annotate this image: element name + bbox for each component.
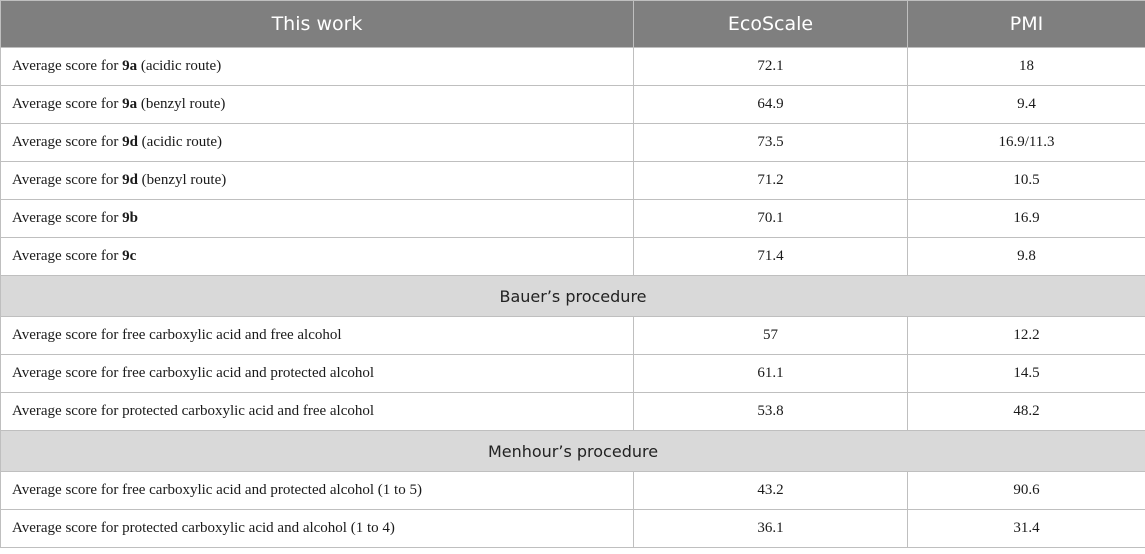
pmi-value: 90.6 xyxy=(908,472,1145,510)
ecoscale-value: 61.1 xyxy=(634,355,908,393)
label-text: Average score for xyxy=(12,210,123,226)
compound-id: 9a xyxy=(122,58,138,74)
header-pmi: PMI xyxy=(908,1,1145,48)
table-row xyxy=(1,124,1145,162)
table-row xyxy=(1,162,1145,200)
row-label: Average score for free carboxylic acid and free alcohol xyxy=(1,317,634,355)
table-row xyxy=(1,238,1145,276)
label-text: Average score for xyxy=(12,248,123,264)
ecoscale-value: 73.5 xyxy=(634,124,908,162)
pmi-value: 14.5 xyxy=(908,355,1145,393)
pmi-value: 18 xyxy=(908,48,1145,86)
row-label: Average score for protected carboxylic acid and alcohol (1 to 4) xyxy=(1,510,634,548)
label-text: Average score for xyxy=(12,172,123,188)
label-text: Average score for xyxy=(12,134,123,150)
pmi-value: 48.2 xyxy=(908,393,1145,431)
table-row xyxy=(1,200,1145,238)
compound-id: 9a xyxy=(122,96,138,112)
row-label: Average score for protected carboxylic acid and free alcohol xyxy=(1,393,634,431)
table-row xyxy=(1,48,1145,86)
table-row xyxy=(1,472,1145,510)
pmi-value: 9.4 xyxy=(908,86,1145,124)
row-label xyxy=(1,200,634,238)
row-label xyxy=(1,162,634,200)
pmi-value: 16.9 xyxy=(908,200,1145,238)
table-row xyxy=(1,393,1145,431)
ecoscale-value: 53.8 xyxy=(634,393,908,431)
compound-id: 9d xyxy=(122,172,138,188)
route-text: (benzyl route) xyxy=(137,172,227,188)
row-label: Average score for free carboxylic acid and protected alcohol (1 to 5) xyxy=(1,472,634,510)
pmi-value: 31.4 xyxy=(908,510,1145,548)
table-row xyxy=(1,355,1145,393)
compound-id: 9c xyxy=(122,248,137,264)
ecoscale-value: 43.2 xyxy=(634,472,908,510)
section-row-bauer xyxy=(1,276,1145,317)
route-text: (benzyl route) xyxy=(137,96,226,112)
section-title-menhour: Menhour’s procedure xyxy=(1,431,1145,472)
label-text: Average score for xyxy=(12,58,123,74)
pmi-value: 12.2 xyxy=(908,317,1145,355)
compound-id: 9d xyxy=(122,134,138,150)
header-ecoscale: EcoScale xyxy=(634,1,908,48)
header-row xyxy=(1,1,1145,48)
ecoscale-value: 71.2 xyxy=(634,162,908,200)
section-row-menhour xyxy=(1,431,1145,472)
route-text: (acidic route) xyxy=(137,58,222,74)
table-row xyxy=(1,317,1145,355)
ecoscale-value: 57 xyxy=(634,317,908,355)
ecoscale-value: 71.4 xyxy=(634,238,908,276)
row-label: Average score for free carboxylic acid and protected alcohol xyxy=(1,355,634,393)
route-text: (acidic route) xyxy=(137,134,223,150)
row-label xyxy=(1,238,634,276)
pmi-value: 10.5 xyxy=(908,162,1145,200)
row-label xyxy=(1,48,634,86)
pmi-value: 16.9/11.3 xyxy=(908,124,1145,162)
section-title-bauer: Bauer’s procedure xyxy=(1,276,1145,317)
ecoscale-value: 70.1 xyxy=(634,200,908,238)
header-this-work: This work xyxy=(1,1,634,48)
ecoscale-value: 64.9 xyxy=(634,86,908,124)
ecoscale-value: 72.1 xyxy=(634,48,908,86)
row-label xyxy=(1,124,634,162)
row-label xyxy=(1,86,634,124)
table-row xyxy=(1,510,1145,548)
compound-id: 9b xyxy=(122,210,138,226)
label-text: Average score for xyxy=(12,96,123,112)
ecoscale-value: 36.1 xyxy=(634,510,908,548)
pmi-value: 9.8 xyxy=(908,238,1145,276)
table-row xyxy=(1,86,1145,124)
